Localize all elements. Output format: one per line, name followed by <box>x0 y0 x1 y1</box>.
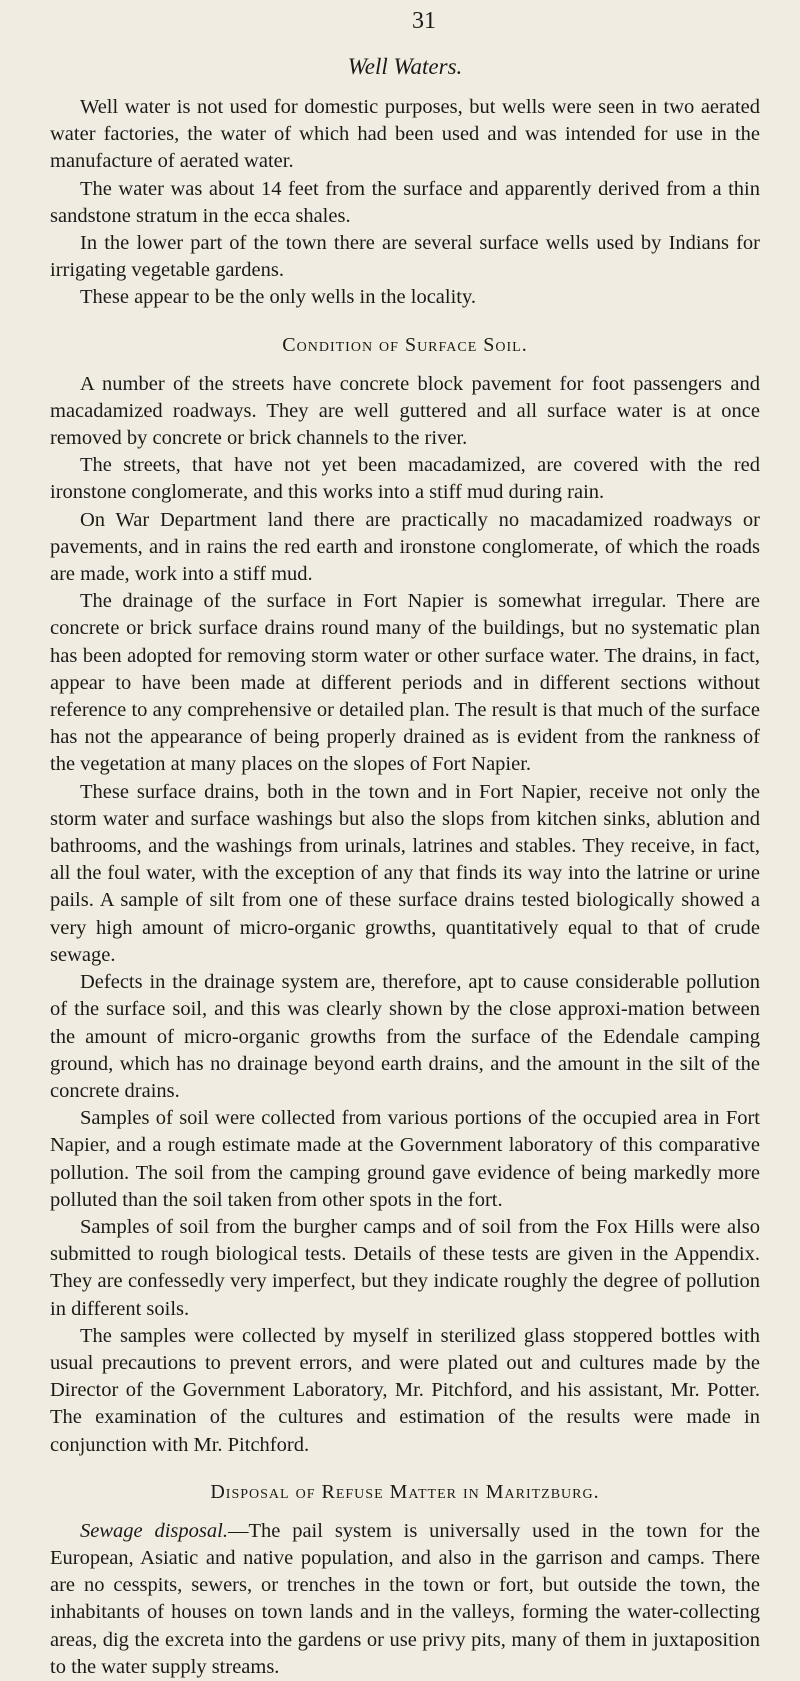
paragraph: Samples of soil from the burgher camps and of soil from the Fox Hills were also submitted to rough biological tests. Details of these tests are given in the Appendix. They are confessedly very imperfect, but they indicate roughly the degree of pollution in different soils. <box>50 1215 760 1320</box>
paragraph: These surface drains, both in the town and in Fort Napier, receive not only the storm water and surface washings but also the slops from kitchen sinks, ablution and bathrooms, and the washings from urinals, latrines and stables. They receive, in fact, all the foul water, with the exception of any that finds its way into the latrine or urine pails. A sample of silt from one of these surface drains tested biologically showed a very high amount of micro-organic growths, quantitatively equal to that of crude sewage. <box>50 780 760 966</box>
paragraph: The samples were collected by myself in sterilized glass stoppered bottles with usual precautions to prevent errors, and were plated out and cultures made by the Director of the Government Laboratory, Mr. Pitchford, and his assistant, Mr. Potter. The examination of the cultures and estimation of the results were made in conjunction with Mr. Pitchford. <box>50 1324 760 1456</box>
paragraph-sewage-disposal <box>50 1518 760 1681</box>
surface-soil-section <box>50 371 760 1459</box>
paragraph: Samples of soil were collected from various portions of the occupied area in Fort Napier, and a rough estimate made at the Government laboratory of this comparative pollution. The soil from the camping ground gave evidence of being markedly more polluted than the soil taken from other spots in the fort. <box>50 1107 760 1211</box>
heading-disposal-of-refuse: Disposal of Refuse Matter in Maritzburg. <box>210 1480 600 1503</box>
paragraph: The water was about 14 feet from the surface and apparently derived from a thin sandstone stratum in the ecca shales. <box>50 177 760 227</box>
paragraph: In the lower part of the town there are several surface wells used by Indians for irrigating vegetable gardens. <box>50 232 760 282</box>
paragraph: These appear to be the only wells in the locality. <box>80 286 477 309</box>
paragraph: Well water is not used for domestic purposes, but wells were seen in two aerated water factories, the water of which had been used and was intended for use in the manufacture of aerated water. <box>50 96 760 173</box>
page-number: 31 <box>412 8 436 34</box>
section-title-well-waters: Well Waters. <box>347 54 463 79</box>
paragraph: A number of the streets have concrete block pavement for foot passengers and macadamized roadways. They are well guttered and all surface water is at once removed by concrete or brick channels to the river. <box>50 372 760 450</box>
sewage-disposal-text: —The pail system is universally used in the town for the European, Asiatic and native population, and also in the garrison and camps. There are no cesspits, sewers, or trenches in the town or fort, but outside the town, the inhabitants of houses on town lands and in the valleys, forming the water-collecting areas, dig the excreta into the gardens or use privy pits, many of them in juxtaposition to the water supply streams. <box>50 1519 760 1678</box>
paragraph: The drainage of the surface in Fort Napier is somewhat irregular. There are concrete or brick surface drains round many of the buildings, but no systematic plan has been adopted for removing storm water or other surface water. The drains, in fact, appear to have been made at different periods and in different sections without reference to any comprehensive or detailed plan. The result is that much of the surface has not the appearance of being properly drained as is evident from the rankness of the vegetation at many places on the slopes of Fort Napier. <box>50 590 760 776</box>
sewage-disposal-label: Sewage disposal. <box>80 1519 228 1542</box>
well-waters-section <box>50 94 760 312</box>
heading-condition-of-surface-soil: Condition of Surface Soil. <box>282 333 528 356</box>
paragraph: On War Department land there are practically no macadamized roadways or pavements, and in rains the red earth and ironstone conglomerate, of which the roads are made, work into a stiff mud. <box>50 508 760 586</box>
refuse-disposal-section <box>50 1518 760 1681</box>
paragraph: Defects in the drainage system are, therefore, apt to cause considerable pollution of the surface soil, and this was clearly shown by the close approxi-mation between the amount of micro-organic growths from the surface of the Edendale camping ground, which has no drainage beyond earth drains, and the amount in the silt of the concrete drains. <box>50 971 760 1102</box>
paragraph: The streets, that have not yet been macadamized, are covered with the red ironstone conglomerate, and this works into a stiff mud during rain. <box>50 454 760 504</box>
